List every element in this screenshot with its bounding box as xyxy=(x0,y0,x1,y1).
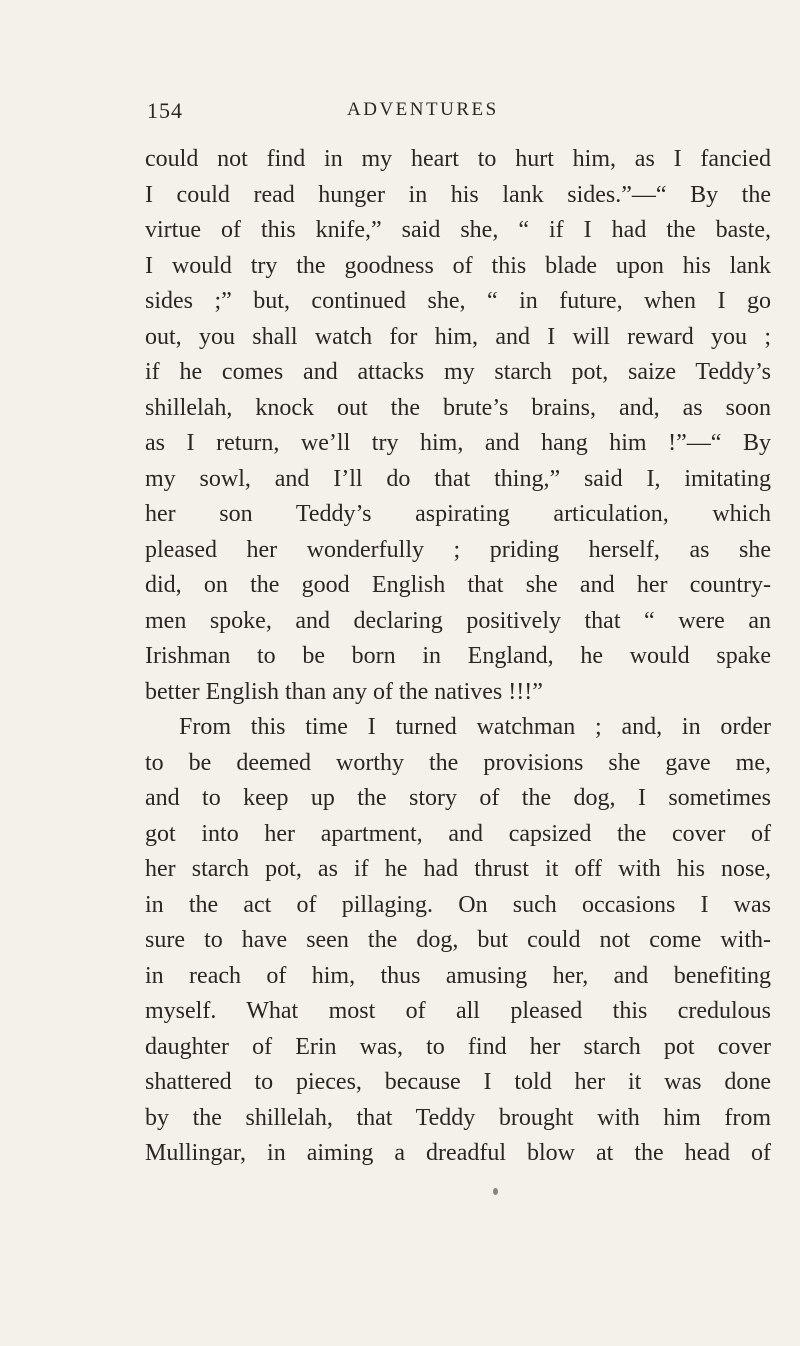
text-line: out, you shall watch for him, and I will reward you ; xyxy=(145,323,771,350)
text-line: and to keep up the story of the dog, I sometimes xyxy=(145,785,771,811)
text-line: her starch pot, as if he had thrust it off with his nose, xyxy=(145,856,771,882)
text-line: virtue of this knife,” said she, “ if I had the baste, xyxy=(145,217,771,243)
text-line: Irishman to be born in England, he would spake xyxy=(145,643,771,669)
text-line: did, on the good English that she and her country- xyxy=(145,572,771,598)
text-line: as I return, we’ll try him, and hang him !”—“ By xyxy=(145,430,771,456)
text-line: pleased her wonderfully ; priding herself, as she xyxy=(145,536,771,563)
paper-speck xyxy=(493,1188,498,1195)
text-line: in reach of him, thus amusing her, and benefiting xyxy=(145,962,771,989)
text-line: I could read hunger in his lank sides.”—“ By the xyxy=(145,181,771,208)
text-line: better English than any of the natives !!!” xyxy=(145,678,543,705)
text-line: daughter of Erin was, to find her starch pot cover xyxy=(145,1033,771,1060)
page-header xyxy=(147,98,767,128)
page-number: 154 xyxy=(147,98,183,123)
text-line: men spoke, and declaring positively that “ were an xyxy=(145,607,771,634)
text-line: to be deemed worthy the provisions she gave me, xyxy=(145,749,771,776)
text-line: her son Teddy’s aspirating articulation, which xyxy=(145,501,771,527)
text-line: From this time I turned watchman ; and, in order xyxy=(179,714,771,740)
text-line: in the act of pillaging. On such occasions I was xyxy=(145,891,771,918)
running-head: ADVENTURES xyxy=(347,99,499,120)
text-line: my sowl, and I’ll do that thing,” said I, imitating xyxy=(145,465,771,492)
text-line: sure to have seen the dog, but could not come with- xyxy=(145,927,771,953)
text-line: by the shillelah, that Teddy brought with him from xyxy=(145,1104,771,1131)
text-line: if he comes and attacks my starch pot, saize Teddy’s xyxy=(145,359,771,385)
text-line: shillelah, knock out the brute’s brains, and, as soon xyxy=(145,394,771,421)
body-text xyxy=(145,142,771,1172)
text-line: myself. What most of all pleased this credulous xyxy=(145,998,771,1024)
text-line: could not find in my heart to hurt him, as I fancied xyxy=(145,146,771,172)
text-line: shattered to pieces, because I told her it was done xyxy=(145,1069,771,1095)
text-line: sides ;” but, continued she, “ in future, when I go xyxy=(145,288,771,314)
text-line: got into her apartment, and capsized the cover of xyxy=(145,820,771,847)
text-line: I would try the goodness of this blade upon his lank xyxy=(145,252,771,279)
text-line: Mullingar, in aiming a dreadful blow at the head of xyxy=(145,1140,771,1166)
